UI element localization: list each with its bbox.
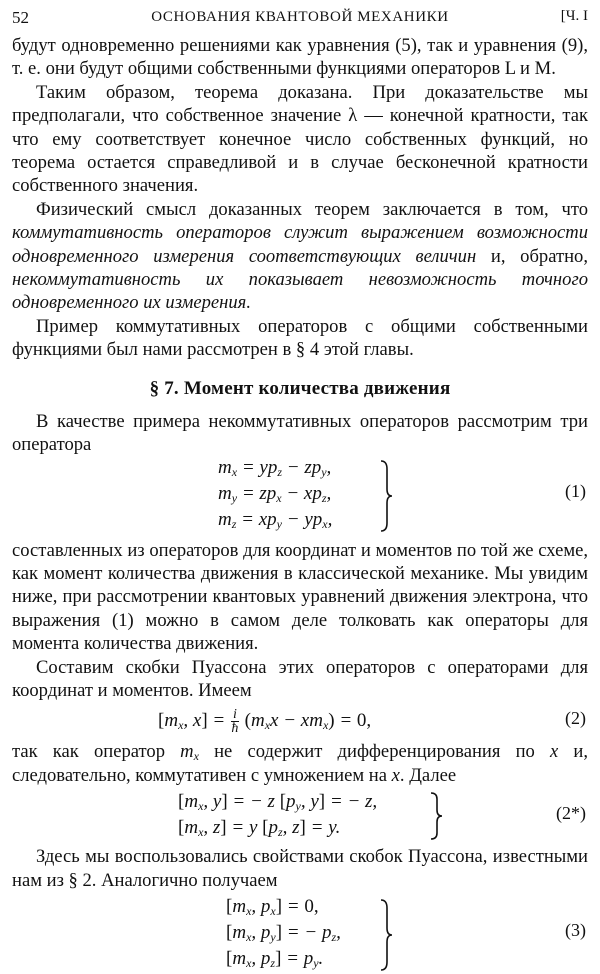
paragraph-8-d: . Далее	[399, 764, 457, 786]
equation-2-label: (2)	[565, 708, 586, 729]
paragraph-1-text: будут одновременно решениями как уравнения (5), так и уравнения (9), т. е. они будут общими собственными функциями операторов L и M.	[12, 35, 588, 80]
paragraph-4	[12, 315, 588, 362]
page-number: 52	[12, 8, 29, 27]
paragraph-8	[12, 740, 588, 787]
paragraph-3-italic-1: коммутативность операторов служит выражением возможности одновременного измерения соответствующих величин	[12, 222, 588, 267]
paragraph-3-mid: и, обратно,	[476, 245, 588, 267]
paragraph-8-a: так как оператор	[12, 741, 181, 763]
equation-1-line-z: $m_z = xp_y - yp_x$,	[218, 508, 333, 531]
part-label: [Ч. I	[560, 8, 588, 24]
paragraph-8-mx: $m_x$	[180, 741, 199, 764]
paragraph-7	[12, 656, 588, 703]
equation-3-label: (3)	[565, 919, 586, 940]
paragraph-8-x2: x	[391, 764, 400, 786]
equation-1-line-y: $m_y = zp_x - xp_z$,	[218, 482, 332, 505]
paragraph-8-c: и, следовательно, коммутативен с умножением на	[12, 741, 588, 786]
paragraph-8-mx-letter: m	[180, 741, 194, 763]
paragraph-9	[12, 845, 588, 892]
paragraph-8-x1: x	[549, 741, 559, 763]
paragraph-3	[12, 198, 588, 315]
paragraph-9-text: Здесь мы воспользовались свойствами скобок Пуассона, известными нам из § 2. Аналогично получаем	[12, 846, 588, 891]
equation-3	[12, 894, 588, 974]
equation-1-brace	[378, 459, 394, 533]
paragraph-8-b: не содержит дифференцирования по	[198, 741, 550, 763]
paragraph-5-text: В качестве примера некоммутативных операторов рассмотрим три оператора	[12, 410, 588, 456]
equation-2	[12, 702, 588, 740]
equation-1	[12, 455, 588, 537]
running-title: ОСНОВАНИЯ КВАНТОВОЙ МЕХАНИКИ	[151, 9, 449, 25]
equation-2-line: [$m_x$, x] = $\frac{i}{ħ}$ $(m_xx - xm_x) = 0$,	[158, 707, 372, 737]
section-title: § 7. Момент количества движения	[149, 377, 451, 399]
equation-3-line-x: [$m_x$, $p_x] = 0$,	[226, 895, 319, 918]
paragraph-6-text: составленных из операторов для координат и моментов по той же схеме, как момент количества движения в классической механике. Мы увидим ниже, при рассмотрении квантовых уравнений движения электрона, что выражения (1) можно в самом деле толковать как операторы для момента количества движения.	[12, 539, 588, 655]
equation-1-line-x: $m_x = yp_z - zp_y$,	[218, 456, 332, 479]
paragraph-6	[12, 539, 588, 656]
equation-2-star-line-z: [$m_x$, z] = y [$p_z$, z] = y.	[178, 817, 341, 840]
fraction-i-over-hbar: $\frac{i}{ħ}$	[231, 707, 239, 737]
paragraph-7-text: Составим скобки Пуассона этих операторов с операторами для координат и моментов. Имеем	[12, 656, 588, 701]
equation-2-star-brace	[428, 791, 444, 841]
paragraph-4-text: Пример коммутативных операторов с общими собственными функциями был нами рассмотрен в § 4 этой главы.	[12, 315, 588, 361]
paragraph-2	[12, 81, 588, 198]
paragraph-5	[12, 410, 588, 457]
paragraph-2-text: Таким образом, теорема доказана. При доказательстве мы предполагали, что собственное значение λ — конечной кратности, так что ему соответствует конечное число собственных функций, но теорема остается справедливой и в случае бесконечной кратности собственного значения.	[12, 81, 588, 197]
paragraph-3-italic-2: некоммутативность их показывает невозможность точного одновременного их измерения.	[12, 269, 588, 314]
equation-2-star	[12, 787, 588, 845]
equation-3-line-z: [$m_x$, $p_z] = p_y$.	[226, 947, 324, 970]
equation-3-line-y: [$m_x$, $p_y$] = − $p_z$,	[226, 921, 341, 944]
page-header	[12, 8, 588, 34]
paragraph-1	[12, 34, 588, 81]
equation-2-star-line-y: [$m_x$, y] = − z [$p_y$, y] = − z,	[178, 791, 378, 814]
equation-1-label: (1)	[565, 480, 586, 501]
book-page	[12, 8, 588, 974]
paragraph-3-start: Физический смысл доказанных теорем заключается в том, что	[36, 198, 588, 220]
equation-2-star-label: (2*)	[556, 803, 586, 824]
